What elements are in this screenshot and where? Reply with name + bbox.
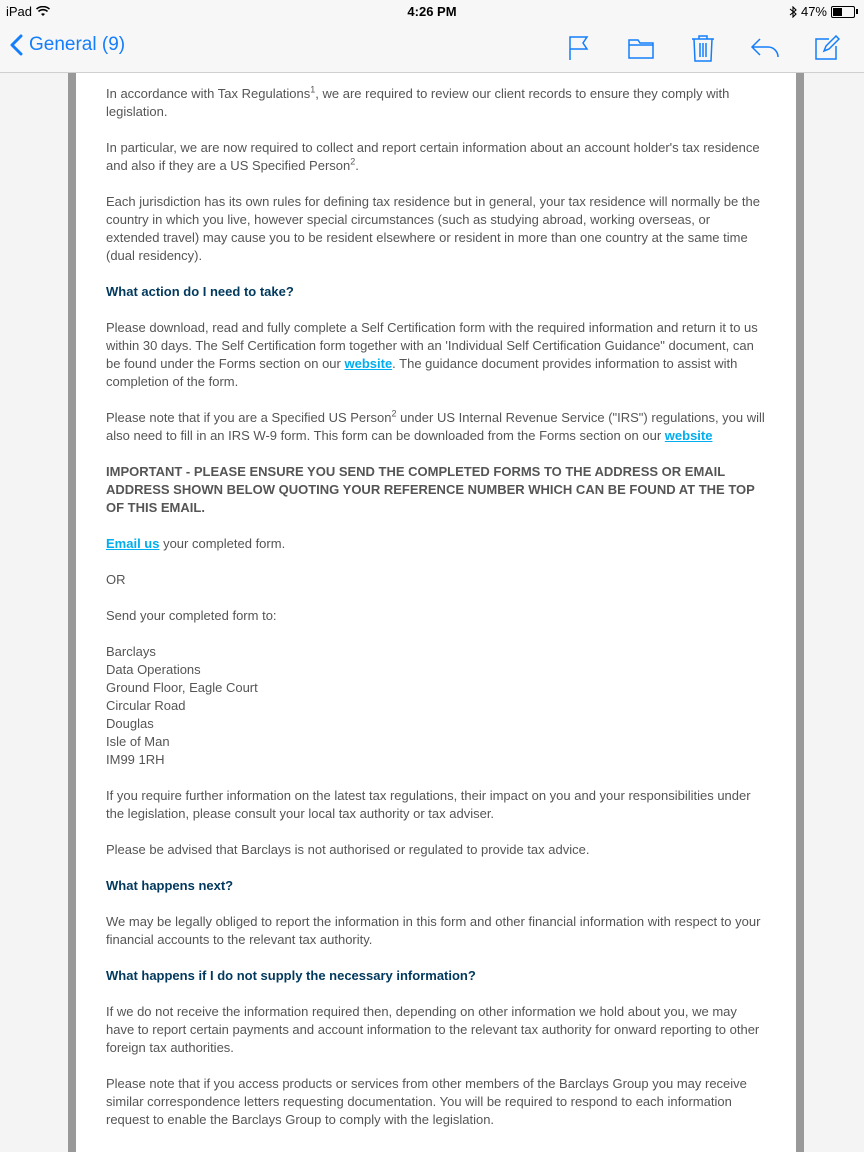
clock: 4:26 PM	[407, 4, 457, 19]
email-us-link[interactable]: Email us	[106, 536, 160, 551]
flag-icon	[568, 35, 590, 61]
address-line: Ground Floor, Eagle Court	[106, 680, 258, 695]
paragraph-further-info: If you require further information on the latest tax regulations, their impact on you and your responsibilities under the legislation, please consult your local tax authority or tax adviser.	[106, 788, 751, 821]
back-label: General (9)	[29, 34, 126, 55]
toolbar	[560, 32, 846, 64]
trash-button[interactable]	[684, 32, 722, 64]
battery-cap	[856, 9, 858, 14]
important-notice: IMPORTANT - PLEASE ENSURE YOU SEND THE COMPLETED FORMS TO THE ADDRESS OR EMAIL ADDRESS SHOWN BELOW QUOTING YOUR REFERENCE NUMBER WHICH CAN BE FOUND AT THE TOP OF THIS EMAIL.	[106, 464, 755, 515]
paragraph-download: Please download, read and fully complete a Self Certification form with the required information and return it to us within 30 days. The Self Certification form together with an 'Individual Self Certification Guidance" document, can be found under the Forms section on our website. The guidance document provides information to assist with completion of the form.	[106, 320, 758, 389]
bluetooth-icon	[789, 6, 797, 18]
paragraph-group: Please note that if you access products or services from other members of the Barclays Group you may receive similar correspondence letters requesting documentation. You will be required to respond to each information request to enable the Barclays Group to comply with the legislation.	[106, 1076, 747, 1127]
or-text: OR	[106, 572, 126, 587]
paragraph-not-receive: If we do not receive the information required then, depending on other information we hold about you, we may have to report certain payments and account information to the relevant tax authority for onward reporting to other foreign tax authorities.	[106, 1004, 760, 1055]
back-button[interactable]	[10, 34, 125, 56]
address-line: Isle of Man	[106, 734, 170, 749]
status-bar	[0, 0, 864, 24]
address-line: Data Operations	[106, 662, 201, 677]
paragraph-obliged: We may be legally obliged to report the information in this form and other financial information with respect to your financial accounts to the relevant tax authority.	[106, 914, 761, 947]
send-to-text: Send your completed form to:	[106, 608, 277, 623]
address-line: Circular Road	[106, 698, 186, 713]
address-line: IM99 1RH	[106, 752, 165, 767]
heading-action: What action do I need to take?	[106, 284, 294, 299]
device-label: iPad	[6, 4, 33, 19]
website-link-2[interactable]: website	[664, 428, 713, 443]
reply-icon	[750, 37, 780, 59]
heading-next: What happens next?	[106, 878, 234, 893]
website-link[interactable]: website	[344, 356, 393, 371]
paragraph-residence: In particular, we are now required to collect and report certain information about an account holder's tax residence and also if they are a US Specified Person$^2$.	[106, 140, 760, 173]
status-right	[789, 4, 858, 19]
battery-percent: 47%	[800, 4, 827, 19]
compose-button[interactable]	[808, 32, 846, 64]
paragraph-email-us: Email us your completed form.	[106, 536, 286, 551]
address-line: Barclays	[106, 644, 156, 659]
folder-icon	[628, 37, 654, 59]
battery-icon	[831, 6, 855, 18]
heading-not-supply: What happens if I do not supply the necessary information?	[106, 968, 476, 983]
flag-button[interactable]	[560, 32, 598, 64]
trash-icon	[691, 34, 715, 62]
paragraph-jurisdiction: Each jurisdiction has its own rules for defining tax residence but in general, your tax residence will normally be the country in which you live, however special circumstances (such as studying abroad, working overseas, or extended travel) may cause you to be resident elsewhere or resident in more than one country at the same time (dual residency).	[106, 194, 760, 263]
paragraph-regulations: In accordance with Tax Regulations$^1$, we are required to review our client records to ensure they comply with legislation.	[106, 84, 730, 119]
address-line: Douglas	[106, 716, 154, 731]
email-text	[76, 73, 796, 1129]
compose-icon	[814, 35, 840, 61]
paragraph-advice: Please be advised that Barclays is not authorised or regulated to provide tax advice.	[106, 842, 590, 857]
reply-button[interactable]	[746, 32, 784, 64]
address-block	[106, 643, 766, 769]
paragraph-us-person: Please note that if you are a Specified US Person$^2$ under US Internal Revenue Service ("IRS") regulations, you will also need to fill in an IRS W-9 form. This form can be downloaded from the Forms section on our website	[106, 408, 765, 443]
email-body[interactable]	[68, 73, 804, 1152]
nav-bar	[0, 24, 864, 73]
move-folder-button[interactable]	[622, 32, 660, 64]
battery-level	[833, 8, 842, 16]
chevron-left-icon	[10, 34, 23, 56]
